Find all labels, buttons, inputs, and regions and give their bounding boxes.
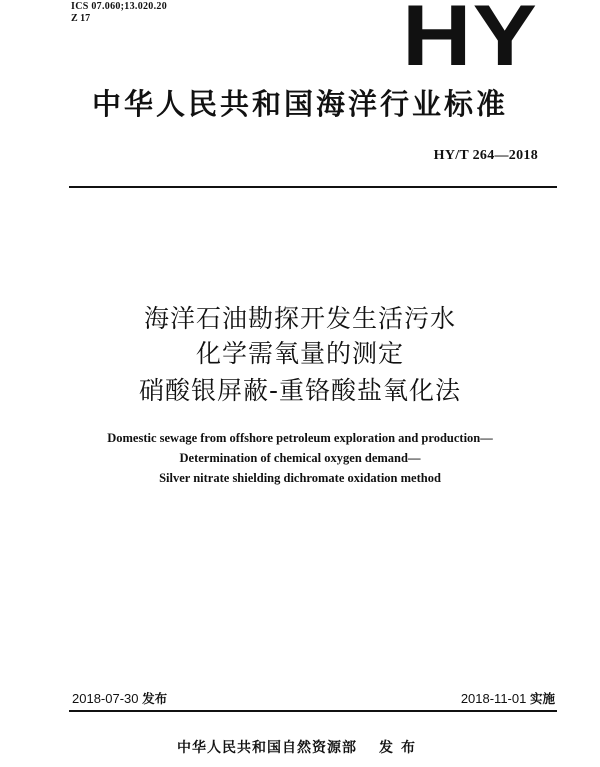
chinese-title-line-1: 海洋石油勘探开发生活污水 [143,304,456,333]
implementation-date [461,689,555,707]
chinese-title-line-2: 化学需氧量的测定 [195,339,404,368]
english-title-line-1: Domestic sewage from offshore petroleum exploration and production— [107,431,493,445]
top-divider [69,186,557,188]
english-title-line-3: Silver nitrate shielding dichromate oxidation method [159,471,441,485]
bottom-divider [69,710,557,712]
issuer-line [0,737,600,757]
standard-category-title: 中华人民共和国海洋行业标准 [91,87,508,121]
implementation-date-value: 2018-11-01 [460,691,527,706]
hy-logo: HY [402,0,539,84]
classification-code: Z 17 [71,13,91,24]
issuer-action: 发布 [379,740,423,756]
chinese-title-line-3: 硝酸银屏蔽-重铬酸盐氧化法 [138,376,462,405]
english-title-line-2: Determination of chemical oxygen demand— [179,451,421,465]
implementation-date-label: 实施 [529,691,555,706]
ics-code: ICS 07.060;13.020.20 [71,1,168,12]
standard-number: HY/T 264—2018 [433,148,538,163]
issue-date [72,689,167,707]
issue-date-value: 2018-07-30 [72,691,139,706]
issuer-name: 中华人民共和国自然资源部 [177,740,357,756]
issue-date-label: 发布 [142,691,168,706]
